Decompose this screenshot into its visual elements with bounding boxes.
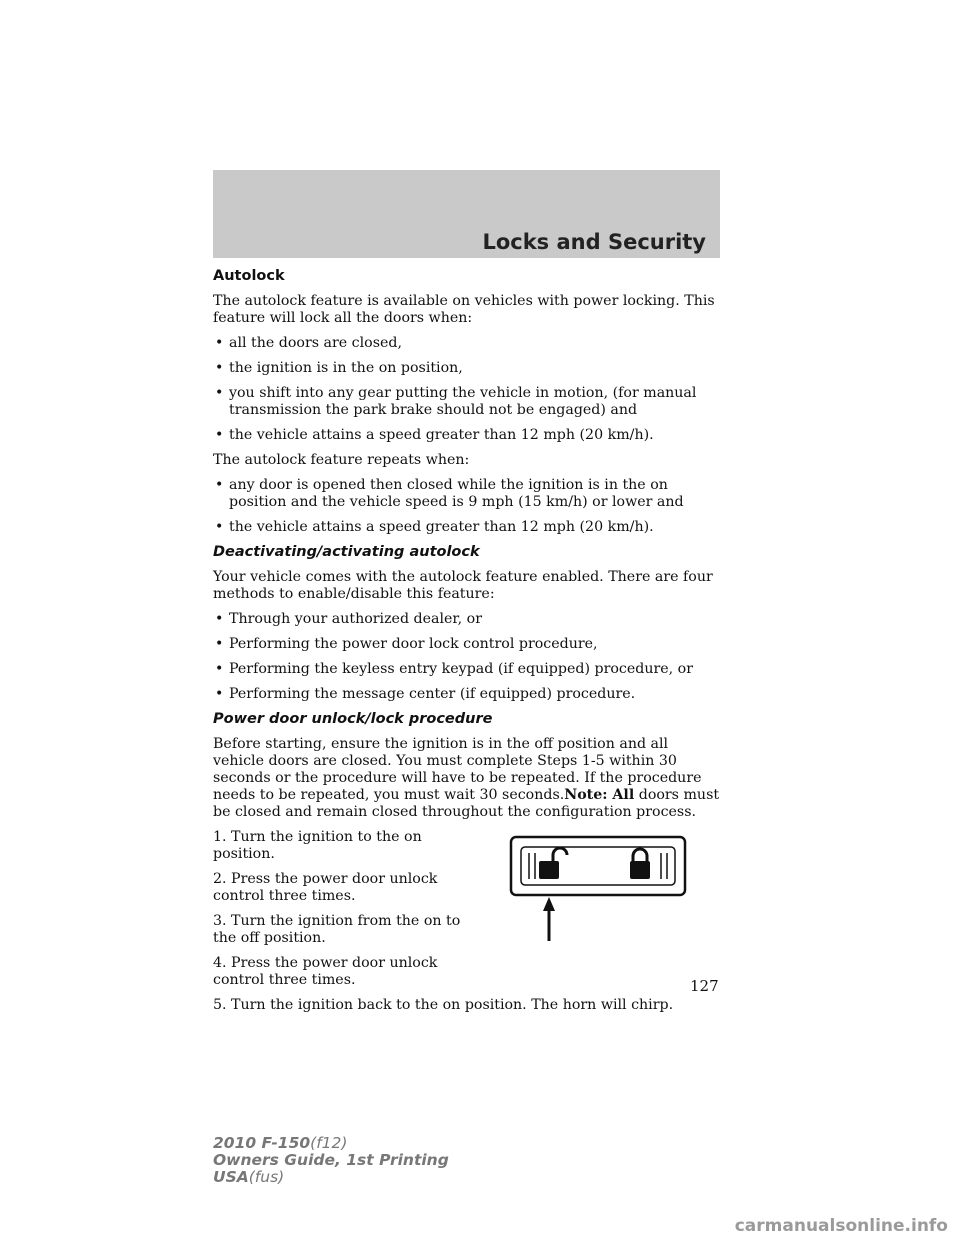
deactivating-heading: Deactivating/activating autolock [213, 544, 480, 560]
procedure-intro-text: Before starting, ensure the ignition is in the off position and all vehicle doors are closed. You must complete Steps 1-5 within 30 seconds or the procedure will have to be repeated. If the procedure needs to be repeated, you must wait 30 seconds. [213, 736, 702, 803]
page-content [213, 268, 723, 1022]
list-item: • the ignition is in the on position, [213, 360, 723, 377]
autolock-conditions-list [213, 335, 723, 444]
note-text: doors must be closed and remain closed throughout the configuration process. [213, 787, 720, 820]
list-item: • Performing the keyless entry keypad (if equipped) procedure, or [213, 661, 723, 678]
list-item: • Performing the power door lock control procedure, [213, 636, 723, 653]
autolock-heading: Autolock [213, 268, 285, 284]
list-item: • any door is opened then closed while the ignition is in the on position and the vehicle speed is 9 mph (15 km/h) or lower and [213, 477, 723, 511]
procedure-heading: Power door unlock/lock procedure [213, 711, 493, 727]
list-item: • you shift into any gear putting the vehicle in motion, (for manual transmission the park brake should not be engaged) and [213, 385, 723, 419]
step-item: 4. Press the power door unlock control three times. [213, 955, 438, 988]
step-item: 3. Turn the ignition from the on to the off position. [213, 913, 461, 946]
footer-market-code: (fus) [248, 1168, 285, 1186]
steps-list [213, 829, 463, 989]
list-item: • the vehicle attains a speed greater than 12 mph (20 km/h). [213, 519, 723, 536]
step-item: 1. Turn the ignition to the on position. [213, 829, 422, 862]
methods-list [213, 611, 723, 703]
door-lock-switch-illustration [509, 835, 689, 945]
list-item: • the vehicle attains a speed greater than 12 mph (20 km/h). [213, 427, 723, 444]
list-item: • Through your authorized dealer, or [213, 611, 723, 628]
watermark: carmanualsonline.info [734, 1216, 948, 1236]
footer-model: 2010 F-150 [213, 1134, 311, 1152]
section-header-band [213, 170, 720, 258]
repeat-conditions-list [213, 477, 723, 536]
list-item: • all the doors are closed, [213, 335, 723, 352]
footer-market: USA [213, 1168, 249, 1186]
repeat-intro: The autolock feature repeats when: [213, 452, 470, 468]
footer-model-code: (f12) [310, 1134, 348, 1152]
note-label: Note: All [564, 787, 635, 803]
section-title: Locks and Security [482, 230, 706, 254]
page-number: 127 [690, 977, 719, 995]
step-item-final: 5. Turn the ignition back to the on position. The horn will chirp. [213, 997, 674, 1013]
document-footer [213, 1135, 449, 1186]
footer-guide: Owners Guide, 1st Printing [213, 1151, 449, 1169]
list-item: • Performing the message center (if equipped) procedure. [213, 686, 723, 703]
procedure-intro [213, 736, 723, 821]
arrow-up-icon [543, 897, 555, 941]
door-lock-switch-figure [509, 835, 689, 950]
deactivating-intro: Your vehicle comes with the autolock feature enabled. There are four methods to enable/disable this feature: [213, 569, 713, 602]
autolock-intro: The autolock feature is available on vehicles with power locking. This feature will lock all the doors when: [213, 293, 715, 326]
step-item: 2. Press the power door unlock control three times. [213, 871, 438, 904]
steps-section [213, 829, 723, 989]
